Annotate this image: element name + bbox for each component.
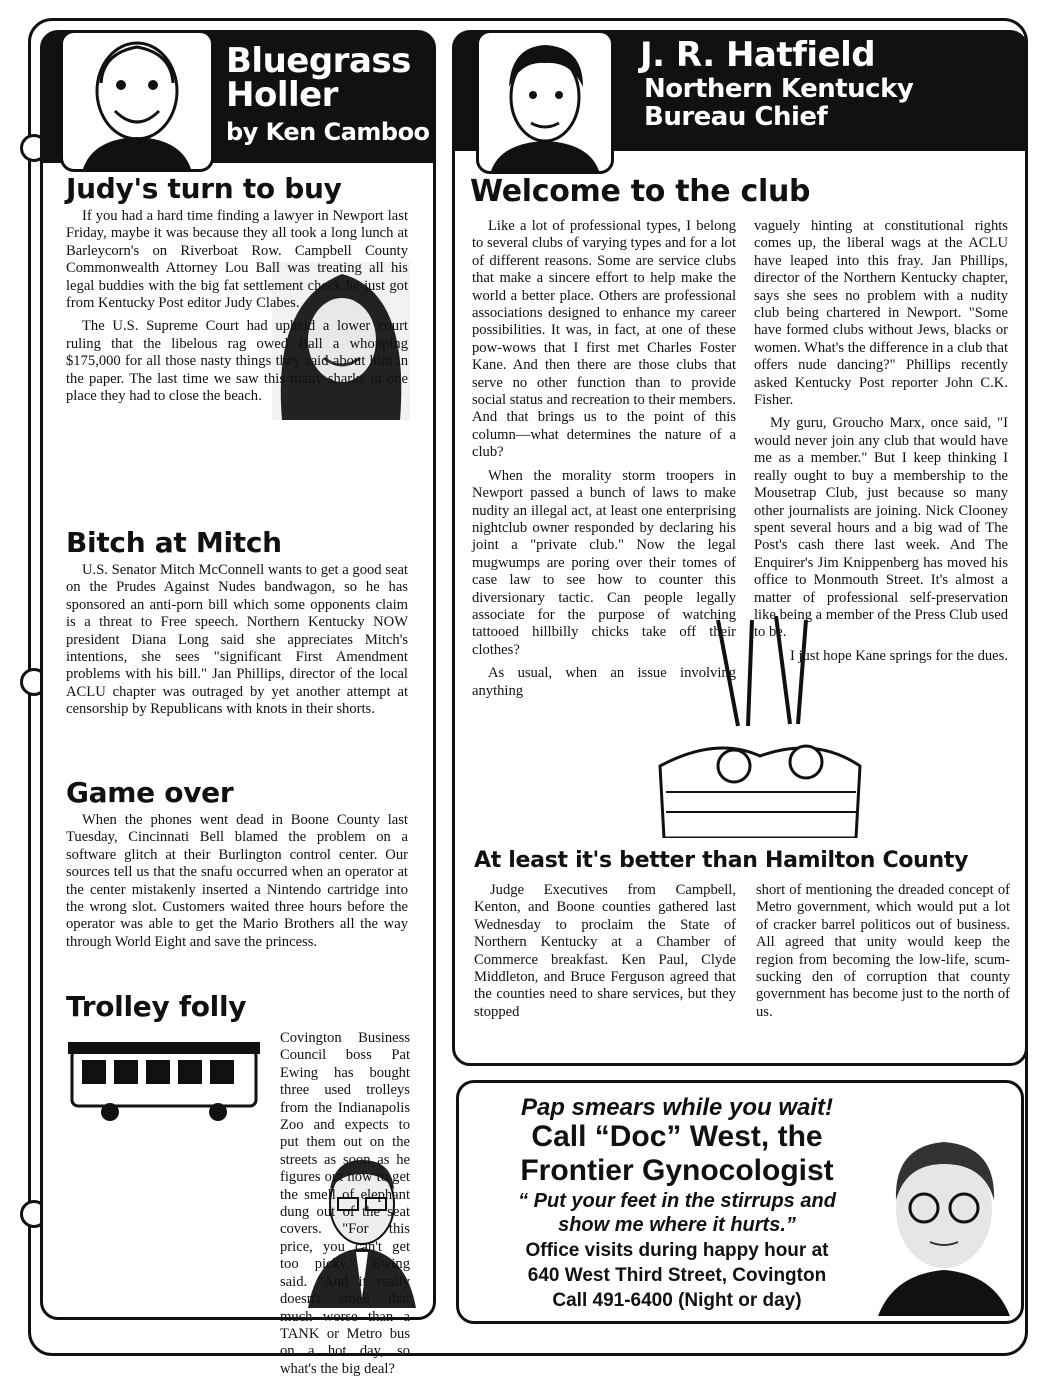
headline: Game over	[66, 776, 234, 809]
columnist-title-line2: Bureau Chief	[644, 102, 828, 132]
ad-headline: Call “Doc” West, the	[531, 1120, 823, 1153]
columnist-name: J. R. Hatfield	[640, 35, 876, 75]
ad-hours: Office visits during happy hour at	[525, 1240, 829, 1261]
columnist-title-line1: Northern Kentucky	[644, 74, 914, 104]
columnist-portrait	[60, 30, 214, 172]
headline: Bitch at Mitch	[66, 526, 282, 559]
story-body-col1: Like a lot of professional types, I belong to several clubs of varying types and for a lot of different reasons. Some are service clubs that make a sincere effort to help make the world a better place. Others are professional associations designed to enhance my career possibilities. It was, in fact, at one of these pow-wows that I first met Charles Foster Kane. And then there are those clubs that serve no other function than to provide social status and recreation to their members. And that brings us to the point of this column—what determines the nature of a club? When the morality storm troopers in Newport passed a bunch of laws to make nudity an illegal act, at least one enterprising nightclub owner responded by declaring his joint a "private club." Now the legal mugwumps are poring over their tomes of case law to see how to counter this diversionary tactic. Can people legally associate for the purpose of watching tattooed hillbilly chicks take off their clothes? As usual, when an issue involving anything	[472, 218, 736, 699]
headline: Trolley folly	[66, 990, 247, 1023]
ad-quote: “ Put your feet in the stirrups and	[518, 1190, 836, 1212]
ad-quote: show me where it hurts.”	[558, 1214, 796, 1236]
column-title: Bluegrass Holler	[226, 41, 411, 115]
headline: At least it's better than Hamilton County	[474, 848, 969, 873]
ad-headline: Frontier Gynocologist	[520, 1154, 834, 1187]
story-body: If you had a hard time finding a lawyer in Newport last Friday, maybe it was because they all took a long lunch at Barleycorn's on Riverboat Row. Campbell County Commonwealth Attorney Lou Ball was treating all his legal buddies with the big fat settlement check he just got from Kentucky Post editor Judy Clabes. The U.S. Supreme Court had upheld a lower court ruling that the libelous rag owed Ball a whopping $175,000 for all those nasty things they said about him in the paper. The last time we saw this many sharks in one place they had to close the beach.	[66, 208, 408, 405]
ad-address: 640 West Third Street, Covington	[527, 1265, 827, 1286]
column-byline: by Ken Camboo	[226, 118, 430, 146]
story-body-col1: Judge Executives from Campbell, Kenton, and Boone counties gathered last Wednesday to proclaim the State of Northern Kentucky at a Chamber of Commerce breakfast. Ken Paul, Clyde Middleton, and Bruce Ferguson agreed that the counties need to share services, but they stopped	[474, 882, 736, 1020]
headline: Welcome to the club	[470, 174, 811, 209]
story-body: When the phones went dead in Boone County last Tuesday, Cincinnati Bell blamed the problem on a software glitch at their Burlington control center. Our sources tell us that the snafu occurred when an operator at the center mistakenly inserted a Nintendo cartridge into the wrong slot. Customers waited three hours before the operator was able to get the Mario Brothers all the way through World Eight and save the princess.	[66, 812, 408, 950]
story-body-col2: short of mentioning the dreaded concept of Metro government, which would put a lot of cracker barrel politicos out of business. All agreed that unity would keep the region from becoming the low-life, scum-sucking den of corruption that county government has become just to the north of us.	[756, 882, 1010, 1020]
story-body-col2: vaguely hinting at constitutional rights comes up, the liberal wags at the ACLU have leaped into this fray. Jan Phillips, director of the Northern Kentucky chapter, says she sees no problem with a nudity club being chartered in Newport. "Some have formed clubs without Jews, blacks or women. What's the difference in a club that offers nude dancing?" Phillips recently asked Kentucky Post reporter John C.K. Fisher. My guru, Groucho Marx, once said, "I would never join any club that would have me as a member." But I keep thinking I really ought to buy a membership to the Mousetrap Club, just because so many other journalists are joining. Nick Clooney spent several hours and a big wad of The Post's cash there last week. And The Enquirer's Jim Knippenberg has moved his office to Monmouth Street. It's almost a matter of professional self-preservation like being a member of the Press Club used to be. I just hope Kane springs for the dues.	[754, 218, 1008, 664]
columnist-portrait	[476, 30, 614, 174]
story-body: U.S. Senator Mitch McConnell wants to get a good seat on the Prudes Against Nudes bandwagon, so he has sponsored an anti-porn bill which some opponents claim is a threat to Free speech. Northern Kentucky NOW president Diana Long said she appreciates Mitch's intentions, she sees "significant First Amendment problems with his bill." Jan Phillips, director of the local ACLU chapter was outraged by yet another attempt at censorship by Republicans with knots in their shorts.	[66, 562, 408, 718]
ad-tagline: Pap smears while you wait!	[520, 1094, 834, 1121]
nightclub-illustration	[656, 616, 864, 838]
doc-west-photo	[874, 1124, 1014, 1316]
story-body: Covington Business Council boss Pat Ewing has bought three used trolleys from the Indianapolis Zoo and expects to put them out on the streets as soon as he figures out how to get the smell of elephant dung out of the seat covers. "For this price, you can't get too picky," Ewing said. "And it really doesn't smell that much worse than a TANK or Metro bus on a hot day, so what's the big deal?	[280, 1030, 410, 1377]
ad-phone: Call 491-6400 (Night or day)	[552, 1290, 802, 1311]
headline: Judy's turn to buy	[66, 172, 342, 205]
